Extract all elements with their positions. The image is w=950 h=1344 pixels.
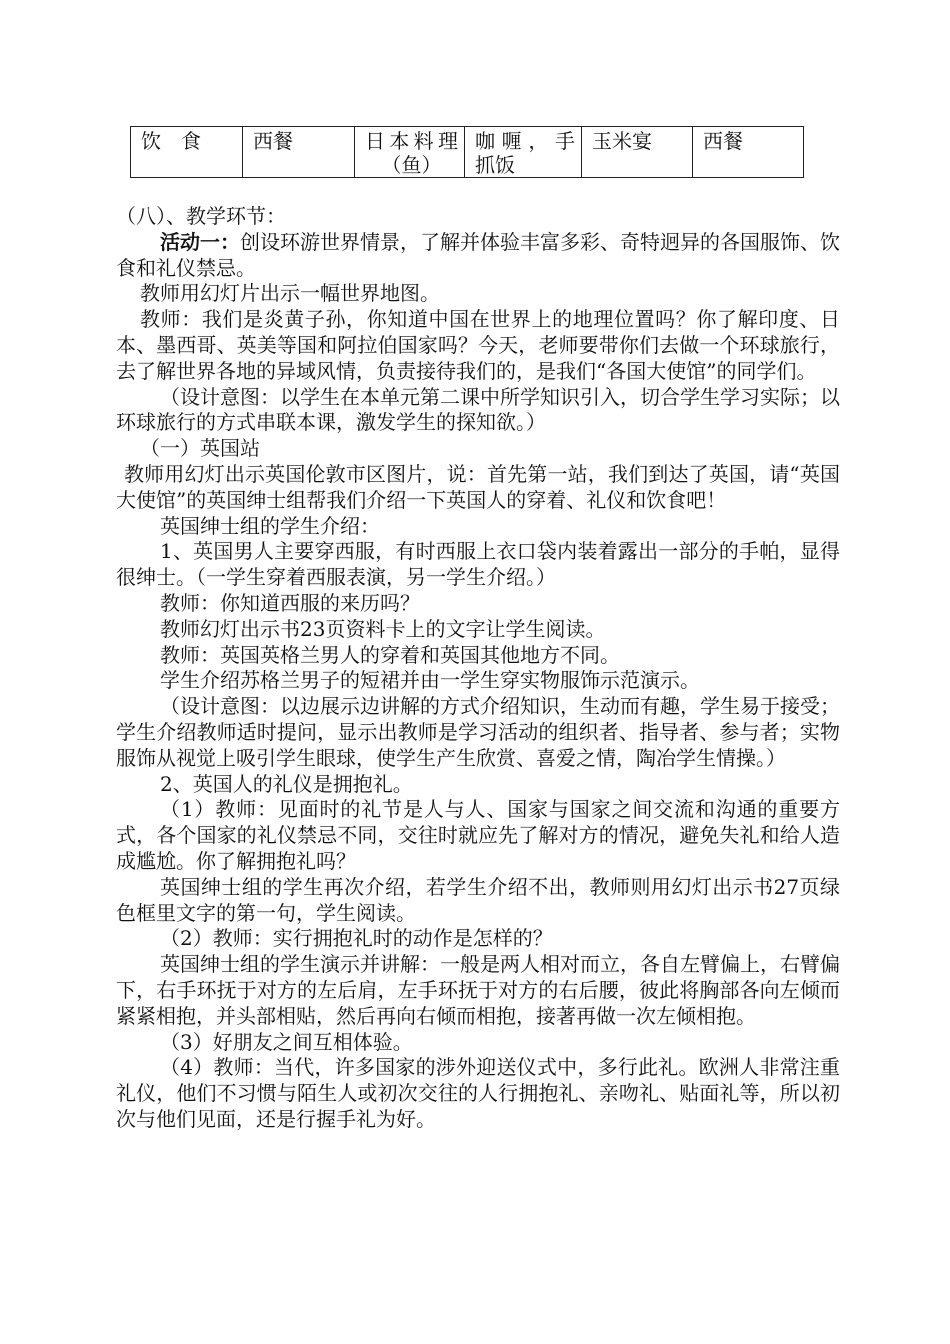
paragraph: 教师用幻灯片出示一幅世界地图。 [140,281,440,306]
paragraph: 2、英国人的礼仪是拥抱礼。 [160,771,413,796]
table-cell-japan [355,127,465,178]
table-cell-category [131,127,243,178]
cell-text-line2: 抓饭 [475,153,515,177]
table-row [131,127,804,178]
table-cell-mexico [582,127,693,178]
paragraph: （3）好朋友之间互相体验。 [160,1029,413,1054]
paragraph: （1）教师：见面时的礼节是人与人、国家与国家之间交流和沟通的重要方式，各个国家的礼仪禁忌不同，交往时就应先了解对方的情况，避免失礼和给人造成尴尬。你了解拥抱礼吗？ [116,797,840,873]
cell-text-line2: （鱼） [381,153,442,177]
cell-text-line1: 咖喱，手 [475,129,575,153]
paragraph: 教师：我们是炎黄子孙，你知道中国在世界上的地理位置吗？你了解印度、日本、墨西哥、英美等国和阿拉伯国家吗？今天，老师要带你们去做一个环球旅行，去了解世界各地的异域风情，负责接待我们的，是我们“各国大使馆”的同学们。 [116,307,840,383]
table-cell-india [465,127,582,178]
paragraph: （设计意图：以学生在本单元第二课中所学知识引入，切合学生学习实际；以环球旅行的方式串联本课，激发学生的探知欲。） [116,384,840,435]
paragraph: 教师用幻灯出示英国伦敦市区图片，说：首先第一站，我们到达了英国，请“英国大使馆”的英国绅士组帮我们介绍一下英国人的穿着、礼仪和饮食吧！ [116,461,840,512]
activity-paragraph [116,230,840,282]
activity-label: 活动一： [160,229,240,254]
paragraph: 英国绅士组的学生再次介绍，若学生介绍不出，教师则用幻灯出示书27页绿色框里文字的第一句，学生阅读。 [116,874,840,925]
paragraph: （设计意图：以边展示边讲解的方式介绍知识，生动而有趣，学生易于接受；学生介绍教师适时提问，显示出教师是学习活动的组织者、指导者、参与者；实物服饰从视觉上吸引学生眼球，使学生产生欣赏、喜爱之情，陶冶学生情操。） [116,694,840,770]
food-table [130,126,804,178]
cell-text: 饮 食 [141,129,201,153]
activity-text: 创设环游世界情景，了解并体验丰富多彩、奇特迥异的各国服饰、饮食和礼仪禁忌。 [116,229,840,280]
paragraph: 英国绅士组的学生演示并讲解：一般是两人相对而立，各自左臂偏上，右臂偏下，右手环抚于对方的左后肩，左手环抚于对方的右后腰，彼此将胸部各向左倾而紧紧相抱，并头部相贴，然后再向右倾而相抱，接著再做一次左倾相抱。 [116,952,840,1028]
cell-text: 西餐 [703,129,743,153]
section-heading: （八）、教学环节： [116,204,286,228]
paragraph: （2）教师：实行拥抱礼时的动作是怎样的？ [160,926,553,951]
lesson-body [116,204,840,1133]
paragraph: （4）教师：当代，许多国家的涉外迎送仪式中，多行此礼。欧洲人非常注重礼仪，他们不习惯与陌生人或初次交往的人行拥抱礼、亲吻礼、贴面礼等，所以初次与他们见面，还是行握手礼为好。 [116,1055,840,1131]
cell-text-line1: 日本料理 [365,129,458,153]
subsection-heading: （一）英国站 [140,436,260,461]
paragraph: 教师幻灯出示书23页资料卡上的文字让学生阅读。 [160,616,606,641]
paragraph: 1、英国男人主要穿西服，有时西服上衣口袋内装着露出一部分的手帕，显得很绅士。（一学生穿着西服表演，另一学生介绍。） [116,539,840,590]
paragraph: 英国绅士组的学生介绍： [160,513,380,538]
table-cell-usa [693,127,804,178]
paragraph: 教师：你知道西服的来历吗？ [160,590,420,615]
table-cell-britain [243,127,355,178]
cell-text: 西餐 [253,129,293,153]
paragraph: 教师：英国英格兰男人的穿着和英国其他地方不同。 [160,642,620,667]
cell-text: 玉米宴 [592,129,652,153]
paragraph: 学生介绍苏格兰男子的短裙并由一学生穿实物服饰示范演示。 [160,668,700,693]
